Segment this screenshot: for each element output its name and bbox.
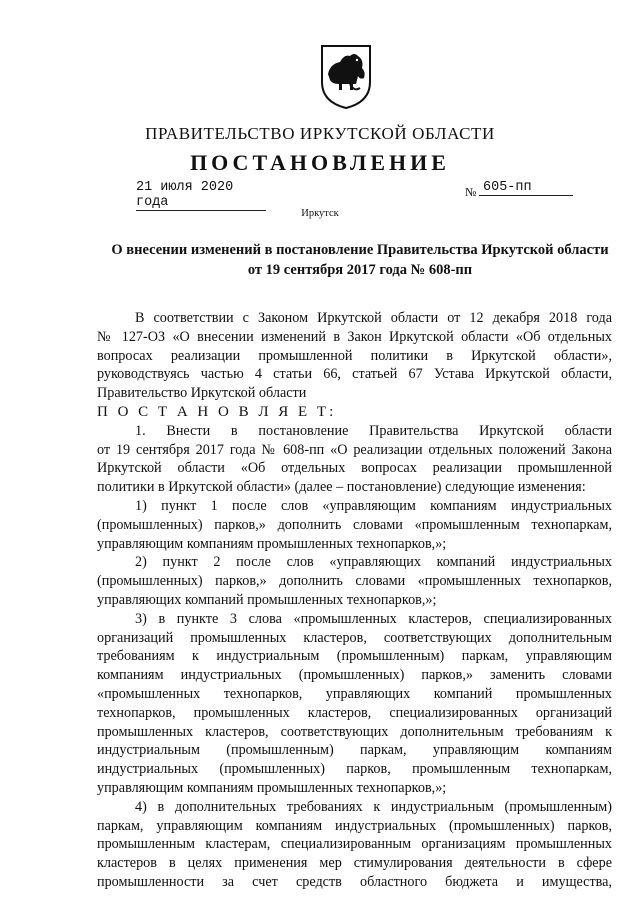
body-line: «промышленных технопарков, управляющих компаний промышленных <box>97 685 612 702</box>
body-line: кластеров в целях применения мер стимулирования деятельности в сфере <box>97 855 612 872</box>
body-line: Иркутской области «Об отдельных вопросах реализации промышленной <box>97 460 612 477</box>
body-line: Правительство Иркутской области <box>97 385 307 402</box>
body-line: руководствуясь частью 4 статьи 66, статьей 67 Устава Иркутской области, <box>97 366 612 383</box>
body-line: организаций промышленных кластеров, соответствующих дополнительным <box>97 629 612 646</box>
body-line: В соответствии с Законом Иркутской области от 12 декабря 2018 года <box>135 310 612 326</box>
body-line: управляющих компаний промышленных технопарков,»; <box>97 591 437 608</box>
decree-word: П О С Т А Н О В Л Я Е Т: <box>97 403 337 420</box>
body-line: 1. Внести в постановление Правительства Иркутской области <box>135 422 612 439</box>
body-line: требованиям к индустриальным (промышленным) паркам, управляющим <box>97 648 612 665</box>
irkutsk-coat-of-arms-icon <box>320 44 372 110</box>
body-line: технопарков, промышленных кластеров, специализированных организаций <box>97 704 612 721</box>
body-line: вопросах реализации промышленной политики в Иркутской области», <box>97 347 612 364</box>
body-line: промышленным кластерам, специализированным организациям промышленных <box>97 836 612 853</box>
body-line: промышленности за счет средств областного бюджета и имущества, <box>97 873 612 890</box>
document-type: ПОСТАНОВЛЕНИЕ <box>190 150 450 175</box>
body-line: паркам, управляющим компаниям индустриальных (промышленных) парков, <box>97 817 612 834</box>
organization-name: ПРАВИТЕЛЬСТВО ИРКУТСКОЙ ОБЛАСТИ <box>145 124 495 143</box>
body-line: управляющим компаниям промышленных технопарков,»; <box>97 535 447 552</box>
body-line: компаниям индустриальных (промышленных) парков,» заменить словами <box>97 667 612 684</box>
body-line: 2) пункт 2 после слов «управляющих компаний индустриальных <box>135 554 612 571</box>
body-line: индустриальным (промышленным) паркам, управляющим компаниям <box>97 742 612 759</box>
number-label: № <box>465 185 477 199</box>
city: Иркутск <box>301 208 339 219</box>
document-number: 605-пп <box>479 180 573 196</box>
document-date: 21 июля 2020 года <box>136 180 266 211</box>
title-line: О внесении изменений в постановление Правительства Иркутской области <box>111 242 609 258</box>
body-line: 1) пункт 1 после слов «управляющим компаниям индустриальных <box>135 497 612 514</box>
title-line: от 19 сентября 2017 года № 608-пп <box>247 262 473 278</box>
body-line: 3) в пункте 3 слова «промышленных кластеров, специализированных <box>135 610 612 627</box>
body-line: политики в Иркутской области» (далее – постановление) следующие изменения: <box>97 479 586 496</box>
document-body <box>97 309 612 892</box>
body-line: (промышленных) парков,» дополнить словами «промышленных технопарков, <box>97 573 612 590</box>
body-line: 4) в дополнительных требованиях к индустриальным (промышленным) <box>135 798 612 815</box>
body-line: (промышленных) парков,» дополнить словами «промышленным технопаркам, <box>97 516 612 533</box>
body-line: индустриальных (промышленных) парков, промышленным технопаркам, <box>97 761 612 778</box>
body-line: от 19 сентября 2017 года № 608-пп «О реализации отдельных положений Закона <box>97 441 612 458</box>
body-line: № 127-ОЗ «О внесении изменений в Закон Иркутской области «Об отдельных <box>97 328 612 345</box>
body-line: промышленных кластеров, соответствующих дополнительным требованиям к <box>97 723 612 740</box>
body-line: управляющим компаниям промышленных технопарков,»; <box>97 779 447 796</box>
document-title <box>80 240 640 280</box>
